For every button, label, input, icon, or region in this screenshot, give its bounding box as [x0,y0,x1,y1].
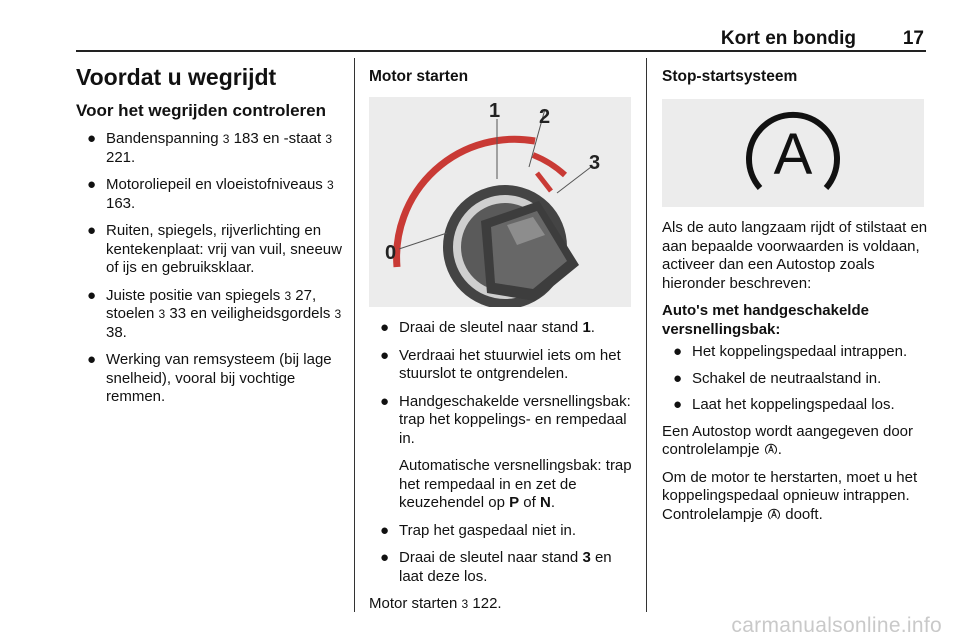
autostop-control-lamp-icon [767,507,781,521]
bullet: ● [380,346,390,364]
item-text: Motoroliepeil en vloeistofniveaus [106,176,327,193]
item-text: 33 en veiligheidsgordels [165,305,335,322]
start-steps-list [369,319,635,586]
item-text: Automatische versnellingsbak: trap het rempedaal in en zet de keuzehendel op [399,457,632,511]
key-position-label: 3 [589,152,601,174]
list-item [662,343,928,362]
item-text: Handgeschakelde versnellingsbak: trap het koppelings- en rempedaal in. [399,392,631,447]
list-item [76,130,346,167]
item-text: Bandenspanning [106,130,223,147]
bullet: ● [87,286,97,304]
page-ref-arrow-icon: 3 [326,178,334,192]
watermark: carmanualsonline.info [731,614,942,637]
list-item [76,351,346,407]
para-text: Een Autostop wordt aangegeven door controlelampje [662,422,914,458]
ignition-key-figure [369,97,631,307]
section-title: Kort en bondig [720,28,856,49]
list-item [662,370,928,389]
ref-text: Motor starten [369,595,462,612]
check-list [76,130,346,407]
page-header [76,26,926,52]
bullet: ● [380,521,390,539]
bullet: ● [673,369,683,387]
page-ref-arrow-icon: 3 [158,307,166,321]
item-text: Werking van remsysteem (bij lage snelheid), vooral bij vochtige remmen. [106,351,332,405]
page-ref-arrow-icon: 3 [461,597,469,611]
item-text: Ruiten, spiegels, rijverlichting en kentekenplaat: vrij van vuil, sneeuw of ijs en gebruiksklaar. [106,222,342,276]
bullet: ● [380,549,390,566]
list-item [76,222,346,278]
item-text: 27, stoelen [106,286,317,322]
item-text: Draai de sleutel naar stand [399,319,583,336]
para-text: . [777,441,782,458]
item-text: en laat deze los. [399,549,612,585]
ref-text: 122. [468,595,502,612]
gear-position-value: N [539,494,551,511]
bullet: ● [380,392,390,410]
item-text: Juiste positie van spiegels [106,286,285,304]
page-ref-arrow-icon: 3 [284,288,292,303]
page-ref-arrow-icon: 3 [334,307,342,321]
heading-before-driving: Voordat u wegrijdt [76,64,277,90]
heading-stop-start: Stop-startsysteem [662,68,798,85]
item-text: Laat het koppelingspedaal los. [692,396,895,413]
item-text: 163. [106,194,136,212]
item-text: 221. [106,148,136,166]
column-engine-start [369,58,635,623]
item-text: 183 en -staat [229,130,326,147]
bullet: ● [87,351,97,368]
heading-engine-start: Motor starten [369,68,469,85]
key-position-label: 2 [539,106,551,128]
autostop-steps [662,343,928,415]
bullet: ● [380,319,390,336]
page-ref-arrow-icon: 3 [222,132,230,146]
column-divider [646,58,647,612]
autostop-letter: A [773,122,813,187]
item-text: Verdraai het stuurwiel iets om het stuurslot te ontgrendelen. [399,346,621,382]
column-pre-drive [76,58,346,416]
autostop-control-lamp-icon [764,442,778,456]
list-item [662,396,928,415]
gear-position-value: P [509,494,520,511]
bullet: ● [673,343,683,360]
page-number: 17 [902,28,924,49]
key-position-value: 1 [582,319,591,336]
item-text: of [519,494,540,511]
cross-reference [369,595,635,614]
header-rule [76,50,926,52]
list-item [369,347,635,384]
item-text: Draai de sleutel naar stand [399,549,583,566]
bullet: ● [87,222,97,239]
column-stop-start [662,58,928,533]
key-position-label: 0 [385,242,397,264]
restart-info [662,469,928,525]
item-text: . [590,319,595,336]
item-subparagraph [399,457,635,513]
autostop-indication [662,423,928,460]
list-item [369,522,635,541]
key-position-value: 3 [582,549,591,566]
column-divider [354,58,355,612]
list-item [369,549,635,586]
autostop-indicator-figure [662,99,924,207]
item-text: 38. [106,323,127,341]
item-text: Het koppelingspedaal intrappen. [692,343,908,360]
manual-gearbox-heading: Auto's met handgeschakelde versnellingsbak: [662,302,869,338]
item-text: Schakel de neutraalstand in. [692,369,882,387]
list-item [369,393,635,513]
para-text: dooft. [781,505,823,523]
list-item [369,319,635,338]
list-item [76,287,346,343]
bullet: ● [87,176,97,193]
bullet: ● [673,396,683,413]
autostop-intro: Als de auto langzaam rijdt of stilstaat en aan bepaalde voorwaarden is voldaan, activeer dan een Autostop zoals hieronder beschreven: [662,219,928,292]
page-ref-arrow-icon: 3 [325,132,333,146]
subheading-checks: Voor het wegrijden controleren [76,101,326,120]
key-position-label: 1 [489,100,501,122]
para-text: Om de motor te herstarten, moet u het koppelingspedaal opnieuw intrappen. Controlelampje [662,468,918,523]
bullet: ● [87,130,97,147]
list-item [76,176,346,213]
item-text: Trap het gaspedaal niet in. [399,521,577,539]
item-text: . [550,494,555,511]
